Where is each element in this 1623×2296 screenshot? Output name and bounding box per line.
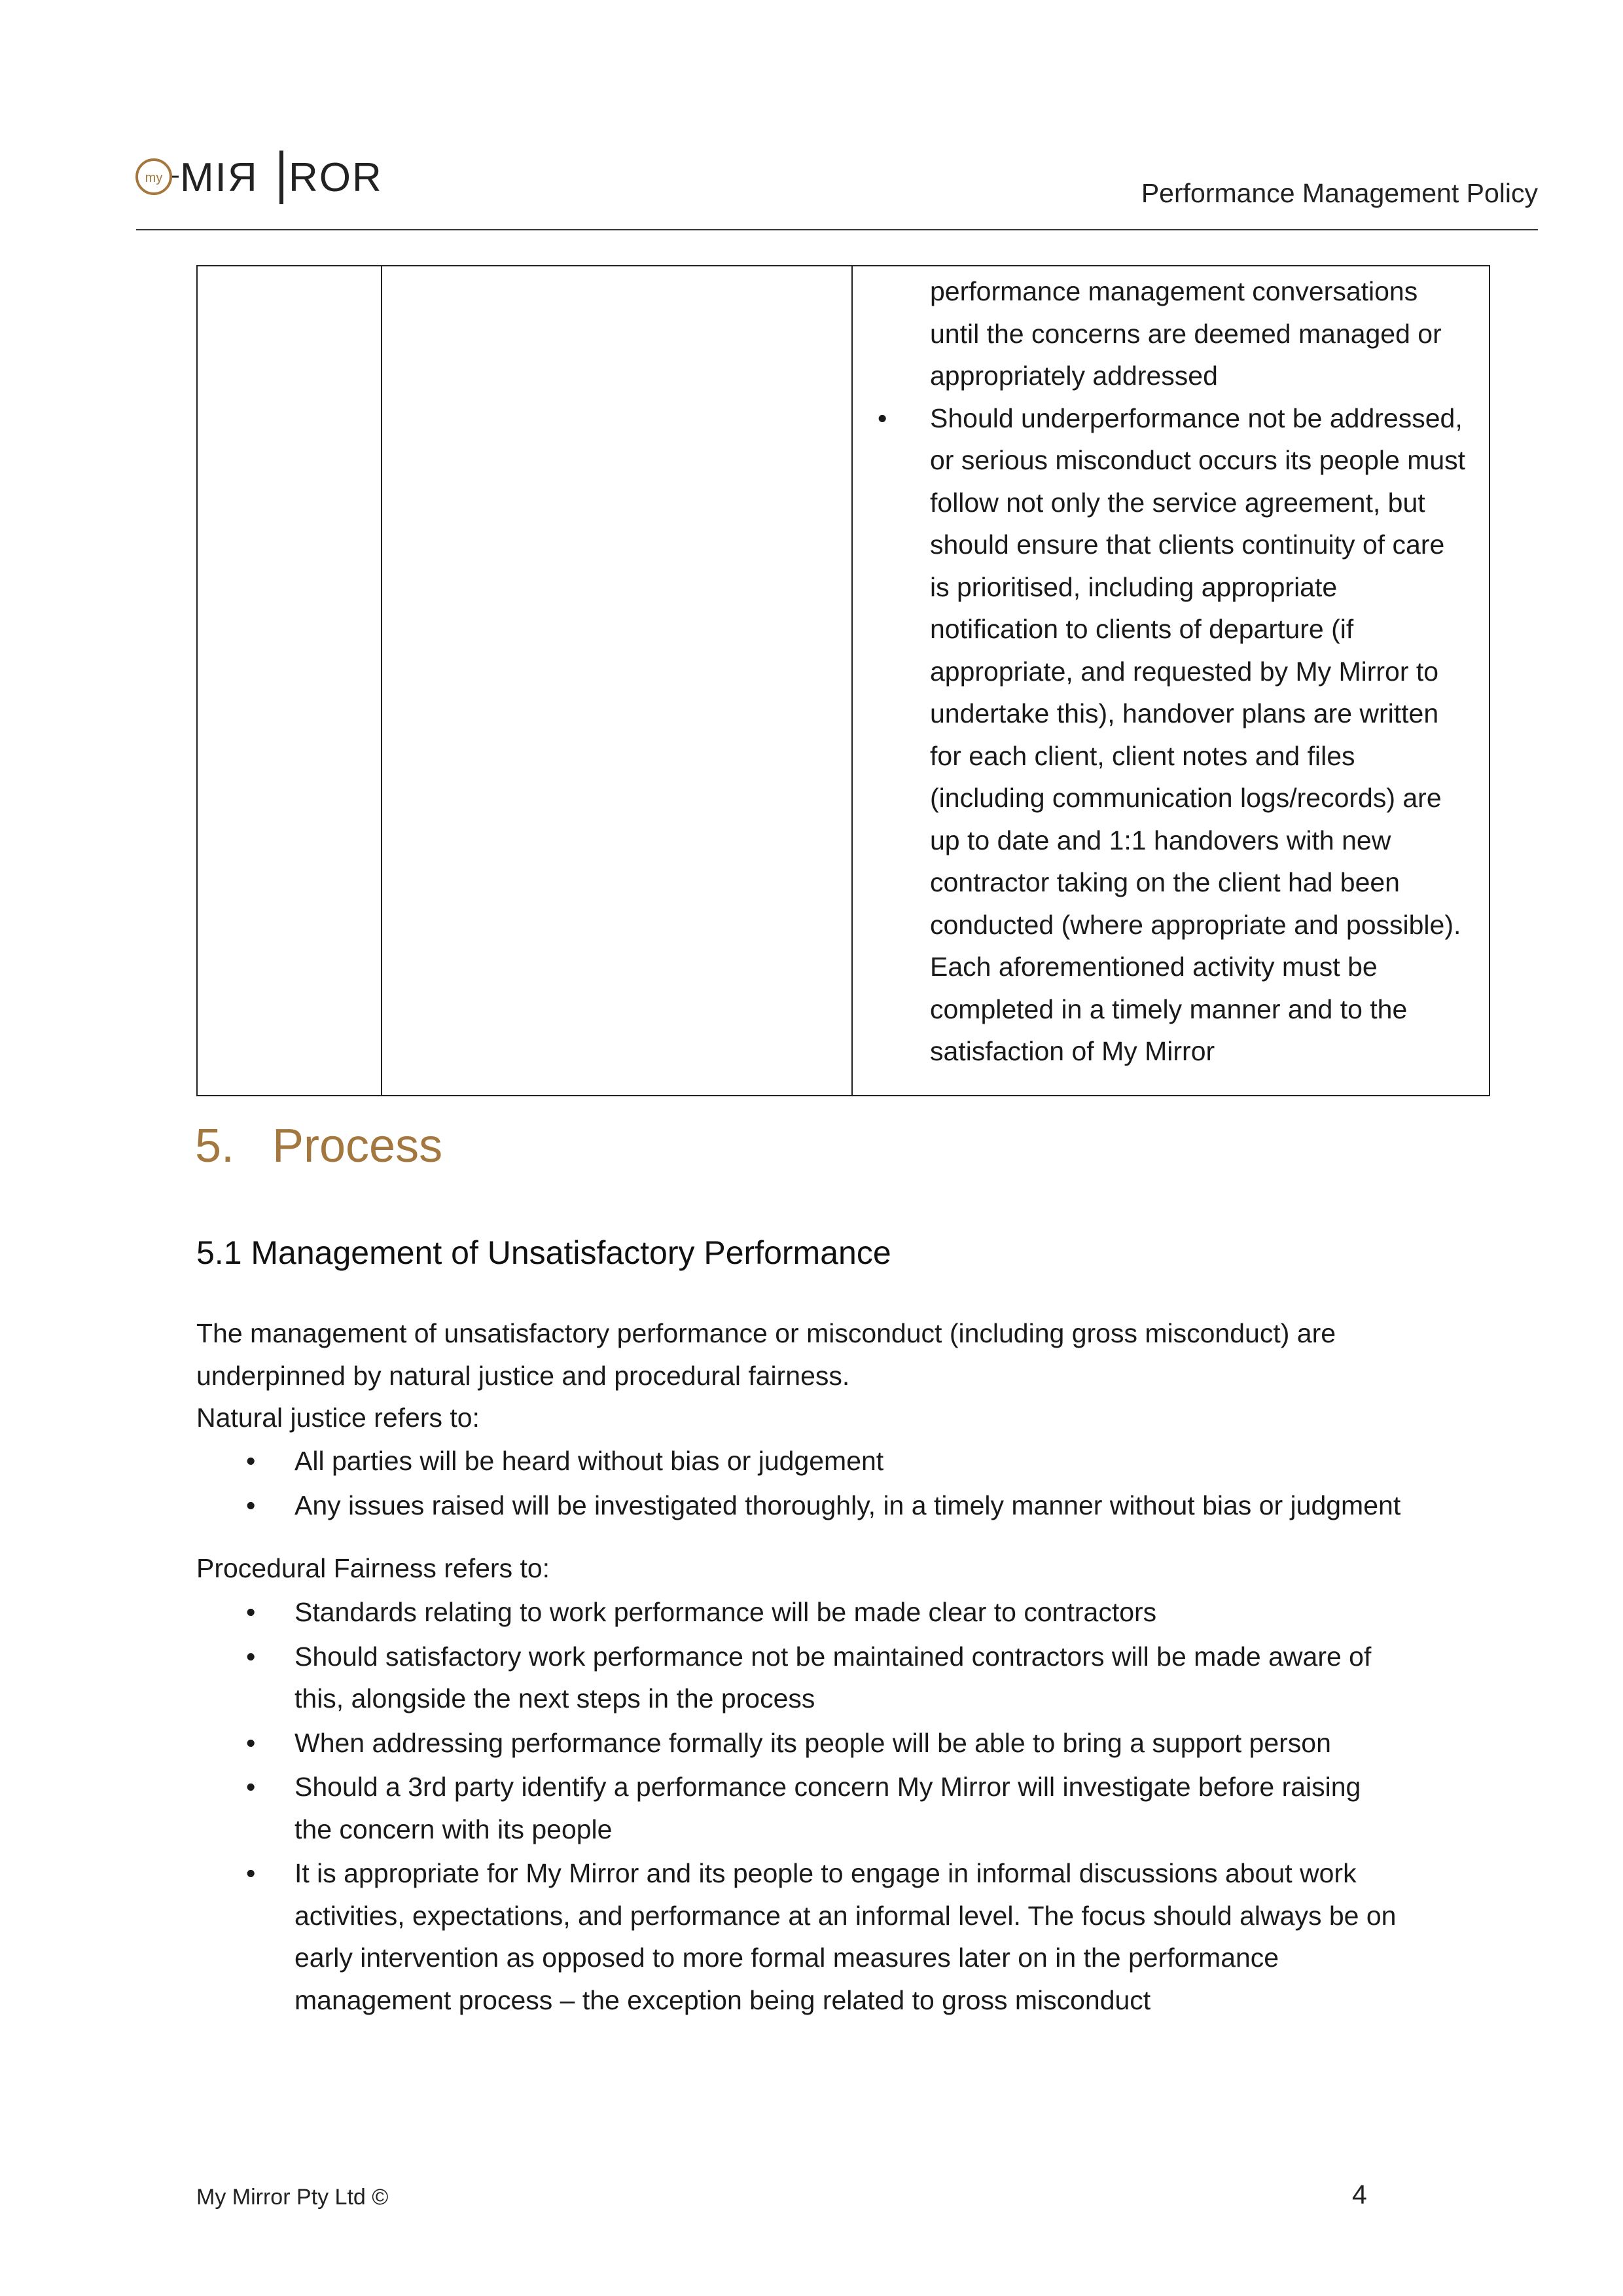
list-item: • Should a 3rd party identify a performance concern My Mirror will investigate before raising the concern with its people — [196, 1766, 1440, 1850]
table-cell-empty — [382, 266, 852, 1096]
list-item: • Should underperformance not be addressed, or serious misconduct occurs its people must follow not only the service agreement, but should ensure that clients continuity of care is prioritised, including appropriate notification to clients of departure (if appropriate, and requested by My Mirror to undertake this), handover plans are written for each client, client notes and files (including communication logs/records) are up to date and 1:1 handovers with new contractor taking on the client had been conducted (where appropriate and possible). Each aforementioned activity must be completed in a timely manner and to the satisfaction of My Mirror — [878, 397, 1476, 1073]
bullet-icon: • — [246, 1858, 256, 1888]
header-title: Performance Management Policy — [1141, 178, 1538, 208]
bullet-icon: • — [246, 1727, 256, 1758]
table-cell-text — [852, 266, 1489, 1096]
list-item: • When addressing performance formally its people will be able to bring a support person — [196, 1722, 1440, 1765]
my-mirror-logo — [134, 144, 409, 209]
bullet-icon: • — [246, 1597, 256, 1627]
svg-text:ROR: ROR — [289, 155, 383, 200]
footer-company: My Mirror Pty Ltd © — [196, 2185, 389, 2210]
subsection-heading: 5.1 Management of Unsatisfactory Performance — [196, 1234, 891, 1271]
continued-text: performance management conversations until the concerns are deemed managed or appropriately addressed — [930, 276, 1442, 391]
procedural-fairness-list — [196, 1591, 1440, 2023]
list-item: • Any issues raised will be investigated thoroughly, in a timely manner without bias or judgment — [196, 1484, 1440, 1527]
table-row — [197, 266, 1489, 1096]
list-item: • It is appropriate for My Mirror and its people to engage in informal discussions about work activities, expectations, and performance at an informal level. The focus should always be on early intervention as opposed to more formal measures later on in the performance management process – the exception being related to gross misconduct — [196, 1852, 1440, 2021]
natural-justice-list — [196, 1440, 1440, 1528]
section-title: Process — [272, 1120, 443, 1172]
header-divider — [136, 229, 1538, 230]
table-cell-empty — [197, 266, 382, 1096]
list-item: • All parties will be heard without bias or judgement — [196, 1440, 1440, 1482]
section-number: 5. — [195, 1120, 235, 1172]
svg-text:MIЯ: MIЯ — [180, 155, 259, 200]
natural-justice-label: Natural justice refers to: — [196, 1403, 480, 1433]
policy-table — [196, 265, 1490, 1096]
page-number: 4 — [1352, 2179, 1367, 2210]
list-item: • Standards relating to work performance will be made clear to contractors — [196, 1591, 1440, 1634]
intro-paragraph: The management of unsatisfactory performance or misconduct (including gross misconduct) are underpinned by natural justice and procedural fairness. Natural justice refers to: — [196, 1312, 1440, 1439]
bullet-icon: • — [246, 1446, 256, 1476]
section-heading — [195, 1119, 442, 1173]
bullet-icon: • — [246, 1772, 256, 1802]
list-item: • Should satisfactory work performance not be maintained contractors will be made aware of this, alongside the next steps in the process — [196, 1636, 1440, 1720]
bullet-icon: • — [246, 1490, 256, 1520]
bullet-icon: • — [246, 1641, 256, 1672]
svg-text:my: my — [145, 171, 163, 185]
bullet-icon: • — [878, 403, 887, 433]
procedural-fairness-label: Procedural Fairness refers to: — [196, 1553, 550, 1583]
